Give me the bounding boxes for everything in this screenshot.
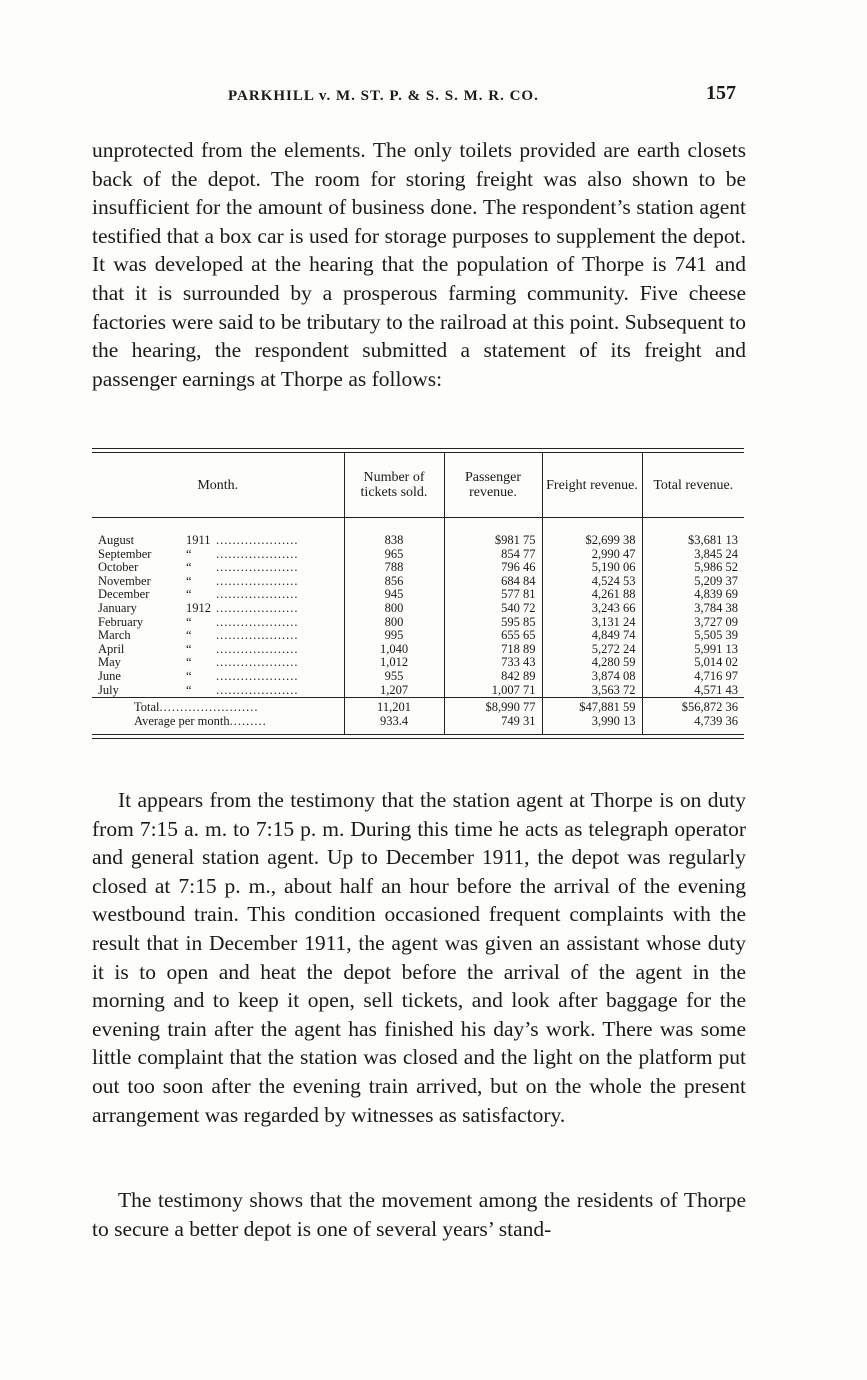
cell-passenger: 796 46 — [444, 561, 542, 575]
month-cell — [92, 588, 344, 602]
leader-dots: .................... — [216, 655, 299, 670]
cell-tickets: 800 — [344, 602, 444, 616]
cell-total: 3,784 38 — [642, 602, 744, 616]
month-year: “ — [186, 587, 192, 602]
month-year: 1911 — [186, 533, 211, 547]
month-year: “ — [186, 628, 192, 643]
month-year: “ — [186, 560, 192, 575]
cell-passenger: 854 77 — [444, 548, 542, 562]
cell-freight: 2,990 47 — [542, 548, 642, 562]
month-name: November — [98, 573, 151, 588]
cell-passenger: 1,007 71 — [444, 684, 542, 698]
average-tickets: 933.4 — [344, 715, 444, 735]
leader-dots: .................... — [216, 600, 299, 615]
leader-dots: .................... — [216, 587, 299, 602]
cell-total: 5,991 13 — [642, 643, 744, 657]
cell-passenger: $981 75 — [444, 534, 542, 548]
cell-tickets: 995 — [344, 629, 444, 643]
cell-total: $3,681 13 — [642, 534, 744, 548]
cell-freight: 4,280 59 — [542, 656, 642, 670]
table-bottom-rule — [92, 734, 744, 739]
cell-tickets: 838 — [344, 534, 444, 548]
cell-tickets: 788 — [344, 561, 444, 575]
table-row — [92, 602, 744, 616]
cell-freight: 5,190 06 — [542, 561, 642, 575]
running-title: PARKHILL v. M. ST. P. & S. S. M. R. CO. — [228, 88, 539, 104]
header-passenger: Passenger revenue. — [444, 453, 542, 518]
leader-dots: .................... — [216, 546, 299, 561]
cell-tickets: 955 — [344, 670, 444, 684]
average-row — [92, 715, 744, 735]
month-name: March — [98, 628, 131, 643]
month-cell — [92, 656, 344, 670]
leader-dots: ......... — [229, 713, 267, 728]
table-row — [92, 548, 744, 562]
cell-freight: 5,272 24 — [542, 643, 642, 657]
total-freight: $47,881 59 — [542, 698, 642, 715]
header-tickets: Number of tickets sold. — [344, 453, 444, 518]
table-body — [92, 518, 744, 698]
running-head — [0, 82, 867, 112]
month-cell — [92, 548, 344, 562]
table-row — [92, 684, 744, 698]
cell-tickets: 1,040 — [344, 643, 444, 657]
month-name: January — [98, 600, 137, 615]
leader-dots: .................... — [216, 614, 299, 629]
paragraph-3: The testimony shows that the movement among the residents of Thorpe to secure a better depot is one of several years’ stand- — [92, 1188, 746, 1241]
table-row — [92, 575, 744, 589]
month-year: “ — [186, 546, 192, 561]
month-year: “ — [186, 668, 192, 683]
month-name: May — [98, 655, 121, 670]
cell-passenger: 684 84 — [444, 575, 542, 589]
month-cell — [92, 629, 344, 643]
month-cell — [92, 616, 344, 630]
total-label: Total — [134, 700, 160, 715]
cell-freight: $2,699 38 — [542, 534, 642, 548]
table-row — [92, 643, 744, 657]
cell-freight: 3,874 08 — [542, 670, 642, 684]
month-cell — [92, 602, 344, 616]
cell-tickets: 1,012 — [344, 656, 444, 670]
month-name: December — [98, 587, 150, 602]
average-passenger: 749 31 — [444, 715, 542, 735]
cell-total: 4,571 43 — [642, 684, 744, 698]
leader-dots: .................... — [216, 682, 299, 697]
table-row — [92, 534, 744, 548]
month-year: “ — [186, 655, 192, 670]
cell-freight: 3,243 66 — [542, 602, 642, 616]
cell-tickets: 800 — [344, 616, 444, 630]
table-header-row — [92, 453, 744, 518]
month-year: “ — [186, 641, 192, 656]
month-name: April — [98, 641, 125, 656]
earnings-table — [92, 453, 744, 734]
cell-passenger: 540 72 — [444, 602, 542, 616]
cell-passenger: 733 43 — [444, 656, 542, 670]
table-row — [92, 561, 744, 575]
earnings-table-container — [92, 448, 744, 739]
total-label-cell — [92, 698, 344, 715]
month-name: October — [98, 560, 139, 575]
header-month: Month. — [92, 453, 344, 518]
average-freight: 3,990 13 — [542, 715, 642, 735]
month-name: June — [98, 668, 121, 683]
leader-dots: .................... — [216, 668, 299, 683]
month-cell — [92, 561, 344, 575]
cell-tickets: 945 — [344, 588, 444, 602]
month-year: “ — [186, 614, 192, 629]
table-row — [92, 656, 744, 670]
month-year: “ — [186, 573, 192, 588]
leader-dots: ........................ — [159, 700, 259, 715]
cell-total: 3,845 24 — [642, 548, 744, 562]
leader-dots: .................... — [216, 573, 299, 588]
leader-dots: .................... — [216, 641, 299, 656]
leader-dots: .................... — [216, 560, 299, 575]
cell-passenger: 595 85 — [444, 616, 542, 630]
cell-passenger: 842 89 — [444, 670, 542, 684]
month-cell — [92, 643, 344, 657]
cell-total: 3,727 09 — [642, 616, 744, 630]
table-spacer — [92, 518, 744, 535]
table-summary — [92, 698, 744, 735]
month-cell — [92, 670, 344, 684]
cell-tickets: 965 — [344, 548, 444, 562]
table-row — [92, 588, 744, 602]
average-label-cell — [92, 715, 344, 735]
header-total: Total revenue. — [642, 453, 744, 518]
table-row — [92, 629, 744, 643]
cell-freight: 3,563 72 — [542, 684, 642, 698]
total-row — [92, 698, 744, 715]
cell-total: 4,716 97 — [642, 670, 744, 684]
header-freight: Freight revenue. — [542, 453, 642, 518]
cell-tickets: 1,207 — [344, 684, 444, 698]
leader-dots: .................... — [216, 533, 299, 547]
table-row — [92, 616, 744, 630]
total-passenger: $8,990 77 — [444, 698, 542, 715]
leader-dots: .................... — [216, 628, 299, 643]
cell-total: 4,839 69 — [642, 588, 744, 602]
cell-passenger: 655 65 — [444, 629, 542, 643]
month-name: February — [98, 614, 144, 629]
paragraph-2: It appears from the testimony that the station agent at Thorpe is on duty from 7:15 a. m. to 7:15 p. m. During this time he acts as telegraph operator and general station agent. Up to December 1911, the depot was regularly closed at 7:15 p. m., about half an hour before the arrival of the evening westbound train. This condition occasioned frequent complaints with the result that in December 1911, the agent was given an assistant whose duty it is to open and heat the depot before the arrival of the agent in the morning and to keep it open, sell tickets, and look after baggage for the evening train after the agent has finished his day’s work. There was some little complaint that the station was closed and the light on the platform put out too soon after the evening train arrived, but on the whole the present arrangement was regarded by witnesses as satisfactory. — [92, 788, 746, 1127]
cell-total: 5,505 39 — [642, 629, 744, 643]
cell-total: 5,986 52 — [642, 561, 744, 575]
cell-freight: 3,131 24 — [542, 616, 642, 630]
cell-total: 5,209 37 — [642, 575, 744, 589]
cell-passenger: 577 81 — [444, 588, 542, 602]
page-number: 157 — [706, 82, 736, 104]
average-total: 4,739 36 — [642, 715, 744, 735]
cell-freight: 4,849 74 — [542, 629, 642, 643]
cell-passenger: 718 89 — [444, 643, 542, 657]
cell-freight: 4,524 53 — [542, 575, 642, 589]
month-cell — [92, 534, 344, 548]
month-name: September — [98, 546, 152, 561]
average-label: Average per month — [134, 713, 230, 728]
month-cell — [92, 575, 344, 589]
cell-tickets: 856 — [344, 575, 444, 589]
month-year: “ — [186, 682, 192, 697]
month-name: July — [98, 682, 119, 697]
cell-freight: 4,261 88 — [542, 588, 642, 602]
total-total: $56,872 36 — [642, 698, 744, 715]
cell-total: 5,014 02 — [642, 656, 744, 670]
total-tickets: 11,201 — [344, 698, 444, 715]
month-cell — [92, 684, 344, 698]
month-year: 1912 — [186, 600, 211, 615]
paragraph-1: unprotected from the elements. The only toilets provided are earth closets back of the depot. The room for storing freight was also shown to be insufficient for the amount of business done. The respondent’s station agent testified that a box car is used for storage purposes to supplement the depot. It was developed at the hearing that the population of Thorpe is 741 and that it is surrounded by a prosperous farming community. Five cheese factories were said to be tributary to the railroad at this point. Subsequent to the hearing, the respondent submitted a statement of its freight and passenger earnings at Thorpe as follows: — [92, 138, 746, 391]
table-row — [92, 670, 744, 684]
month-name: August — [98, 533, 135, 547]
